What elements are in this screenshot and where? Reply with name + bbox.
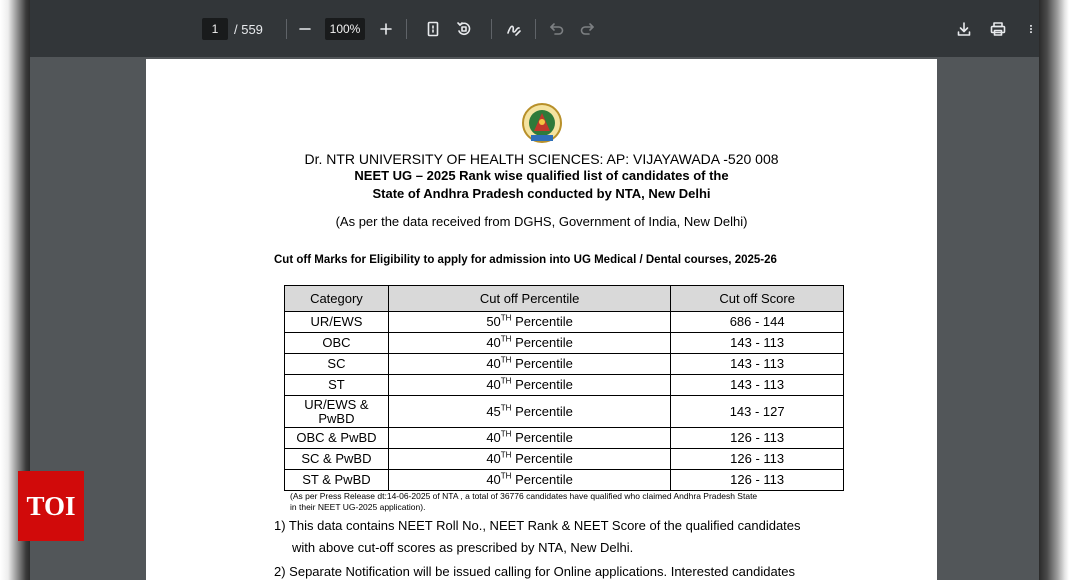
more-icon bbox=[1026, 21, 1036, 37]
fit-page-icon bbox=[425, 21, 441, 37]
table-row bbox=[285, 354, 844, 375]
university-seal-icon bbox=[520, 101, 564, 145]
percentile-cell: 40TH Percentile bbox=[388, 375, 670, 396]
print-icon bbox=[990, 21, 1006, 37]
score-cell: 143 - 113 bbox=[671, 375, 844, 396]
score-cell: 126 - 113 bbox=[671, 449, 844, 470]
header-score: Cut off Score bbox=[671, 286, 844, 312]
score-cell: 143 - 127 bbox=[671, 396, 844, 428]
category-cell: UR/EWS bbox=[285, 312, 389, 333]
category-cell: OBC & PwBD bbox=[285, 428, 389, 449]
table-row bbox=[285, 333, 844, 354]
table-row bbox=[285, 428, 844, 449]
percentile-cell: 45TH Percentile bbox=[388, 396, 670, 428]
download-icon bbox=[956, 21, 972, 37]
note-point-1: 1) This data contains NEET Roll No., NEET Rank & NEET Score of the qualified candidates bbox=[274, 518, 801, 533]
rotate-button[interactable] bbox=[454, 17, 474, 41]
pdf-viewer bbox=[30, 0, 1039, 580]
toolbar-divider bbox=[535, 19, 536, 39]
score-cell: 143 - 113 bbox=[671, 333, 844, 354]
category-cell: SC & PwBD bbox=[285, 449, 389, 470]
press-note-line: in their NEET UG-2025 application). bbox=[290, 502, 426, 512]
zoom-in-button[interactable] bbox=[377, 17, 395, 41]
table-row bbox=[285, 312, 844, 333]
data-source-note: (As per the data received from DGHS, Government of India, New Delhi) bbox=[335, 214, 748, 229]
toolbar-divider bbox=[406, 19, 407, 39]
undo-button[interactable] bbox=[548, 17, 566, 41]
print-button[interactable] bbox=[988, 17, 1008, 41]
toi-logo: TOI bbox=[18, 471, 84, 541]
pdf-page bbox=[146, 59, 937, 580]
percentile-cell: 40TH Percentile bbox=[388, 470, 670, 491]
draw-icon bbox=[506, 21, 522, 37]
score-cell: 126 - 113 bbox=[671, 428, 844, 449]
table-row bbox=[285, 470, 844, 491]
score-cell: 143 - 113 bbox=[671, 354, 844, 375]
note-point-1-continued: with above cut-off scores as prescribed by NTA, New Delhi. bbox=[292, 540, 634, 555]
percentile-cell: 40TH Percentile bbox=[388, 354, 670, 375]
header-percentile: Cut off Percentile bbox=[388, 286, 670, 312]
right-edge-shadow bbox=[1039, 0, 1069, 580]
pdf-toolbar bbox=[30, 0, 1039, 57]
rotate-icon bbox=[456, 21, 472, 37]
download-button[interactable] bbox=[954, 17, 974, 41]
toolbar-divider bbox=[491, 19, 492, 39]
draw-button[interactable] bbox=[504, 17, 524, 41]
percentile-cell: 40TH Percentile bbox=[388, 428, 670, 449]
table-row bbox=[285, 449, 844, 470]
press-note-line: (As per Press Release dt:14-06-2025 of NTA , a total of 36776 candidates have qualified who claimed Andhra Pradesh State bbox=[290, 491, 758, 501]
category-cell: UR/EWS & PwBD bbox=[285, 396, 389, 428]
document-subtitle: State of Andhra Pradesh conducted by NTA, New Delhi bbox=[372, 186, 711, 201]
page-number-input[interactable]: 1 bbox=[202, 18, 228, 40]
redo-icon bbox=[579, 21, 595, 37]
more-options-button[interactable] bbox=[1026, 17, 1036, 41]
cutoff-heading: Cut off Marks for Eligibility to apply for admission into UG Medical / Dental courses, 2025-26 bbox=[274, 254, 777, 266]
table-header-row bbox=[285, 286, 844, 312]
category-cell: ST & PwBD bbox=[285, 470, 389, 491]
redo-button[interactable] bbox=[578, 17, 596, 41]
university-name: Dr. NTR UNIVERSITY OF HEALTH SCIENCES: AP: VIJAYAWADA -520 008 bbox=[304, 151, 779, 167]
table-row bbox=[285, 396, 844, 428]
zoom-out-button[interactable] bbox=[296, 17, 314, 41]
score-cell: 686 - 144 bbox=[671, 312, 844, 333]
score-cell: 126 - 113 bbox=[671, 470, 844, 491]
zoom-level-input[interactable]: 100% bbox=[325, 18, 365, 40]
page-total-label: / 559 bbox=[234, 21, 263, 37]
percentile-cell: 40TH Percentile bbox=[388, 449, 670, 470]
fit-page-button[interactable] bbox=[424, 17, 442, 41]
header-category: Category bbox=[285, 286, 389, 312]
category-cell: SC bbox=[285, 354, 389, 375]
category-cell: OBC bbox=[285, 333, 389, 354]
undo-icon bbox=[549, 21, 565, 37]
cutoff-table bbox=[284, 285, 844, 491]
toolbar-divider bbox=[286, 19, 287, 39]
category-cell: ST bbox=[285, 375, 389, 396]
document-title: NEET UG – 2025 Rank wise qualified list of candidates of the bbox=[354, 168, 729, 183]
note-point-2: 2) Separate Notification will be issued calling for Online applications. Interested candidates bbox=[274, 564, 796, 579]
plus-icon bbox=[378, 21, 394, 37]
minus-icon bbox=[297, 21, 313, 37]
percentile-cell: 40TH Percentile bbox=[388, 333, 670, 354]
percentile-cell: 50TH Percentile bbox=[388, 312, 670, 333]
press-release-note bbox=[290, 491, 850, 513]
table-row bbox=[285, 375, 844, 396]
